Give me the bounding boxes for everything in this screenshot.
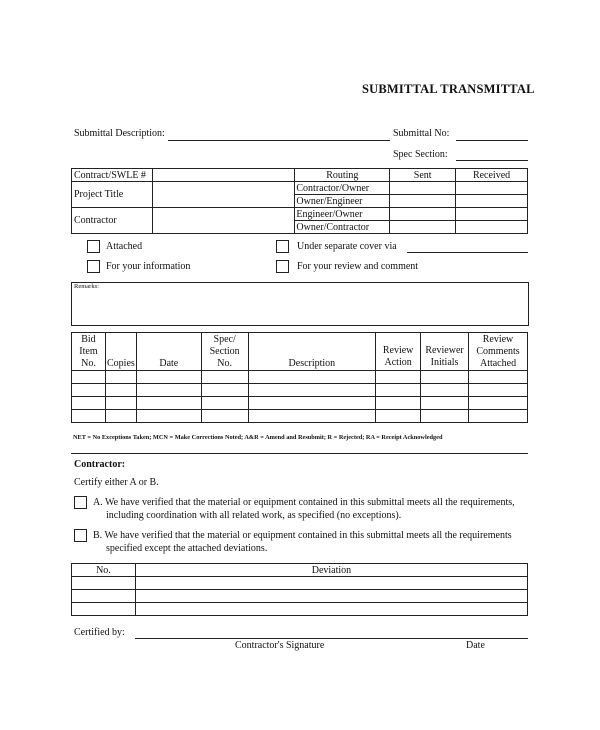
contract-label: Contract/SWLE # — [72, 169, 153, 182]
option-b-checkbox[interactable] — [74, 529, 87, 542]
table-cell[interactable] — [201, 410, 248, 423]
for-information-checkbox[interactable] — [87, 260, 100, 273]
remarks-box[interactable] — [71, 282, 529, 326]
received-cell[interactable] — [456, 221, 528, 234]
table-row — [72, 603, 528, 616]
table-cell[interactable] — [135, 603, 527, 616]
table-cell[interactable] — [136, 397, 201, 410]
project-title-label: Project Title — [72, 182, 153, 208]
table-cell[interactable] — [105, 410, 136, 423]
table-cell[interactable] — [135, 577, 527, 590]
project-title-field[interactable] — [152, 182, 294, 208]
deviation-header: Deviation — [135, 564, 527, 577]
table-cell[interactable] — [136, 384, 201, 397]
table-cell[interactable] — [72, 397, 106, 410]
review-comment-label: For your review and comment — [297, 261, 419, 272]
sent-cell[interactable] — [390, 221, 456, 234]
received-header: Received — [456, 169, 528, 182]
attached-label: Attached — [106, 241, 143, 252]
sent-cell[interactable] — [390, 195, 456, 208]
table-cell[interactable] — [248, 397, 376, 410]
table-cell[interactable] — [72, 410, 106, 423]
separate-cover-field[interactable] — [407, 252, 528, 253]
table-cell[interactable] — [136, 410, 201, 423]
option-b-text-line2: specified except the attached deviations. — [106, 543, 268, 554]
option-a-text-line1: A. We have verified that the material or equipment contained in this submittal meets all the requirements, — [93, 497, 515, 508]
certified-by-label: Certified by: — [74, 627, 125, 638]
routing-table — [71, 168, 528, 234]
table-cell[interactable] — [201, 397, 248, 410]
table-cell[interactable] — [469, 410, 528, 423]
submittal-no-field[interactable] — [456, 140, 528, 141]
routing-row-label: Contractor/Owner — [295, 182, 390, 195]
section-divider — [71, 453, 528, 454]
routing-header: Routing — [295, 169, 390, 182]
routing-row-label: Owner/Engineer — [295, 195, 390, 208]
spec-section-field[interactable] — [456, 160, 528, 161]
deviation-table — [71, 563, 528, 616]
table-cell[interactable] — [376, 384, 421, 397]
table-cell[interactable] — [376, 397, 421, 410]
table-cell[interactable] — [136, 371, 201, 384]
sent-cell[interactable] — [390, 208, 456, 221]
submittal-no-label: Submittal No: — [393, 128, 450, 139]
table-cell[interactable] — [469, 397, 528, 410]
reviewer-initials-header: Reviewer Initials — [421, 333, 469, 371]
table-row — [72, 397, 528, 410]
received-cell[interactable] — [456, 208, 528, 221]
date-caption: Date — [466, 640, 485, 651]
received-cell[interactable] — [456, 195, 528, 208]
remarks-label: Remarks: — [74, 283, 99, 290]
option-a-checkbox[interactable] — [74, 496, 87, 509]
table-cell[interactable] — [135, 590, 527, 603]
copies-header: Copies — [105, 333, 136, 371]
table-row — [72, 577, 528, 590]
table-cell[interactable] — [469, 384, 528, 397]
separate-cover-label: Under separate cover via — [297, 241, 397, 252]
review-comment-checkbox[interactable] — [276, 260, 289, 273]
deviation-no-header: No. — [72, 564, 136, 577]
contractor-heading: Contractor: — [74, 459, 126, 470]
table-row — [72, 590, 528, 603]
table-cell[interactable] — [376, 410, 421, 423]
table-cell[interactable] — [421, 371, 469, 384]
table-cell[interactable] — [105, 384, 136, 397]
table-cell[interactable] — [421, 410, 469, 423]
table-cell[interactable] — [421, 384, 469, 397]
contract-field[interactable] — [152, 169, 294, 182]
sent-cell[interactable] — [390, 182, 456, 195]
attached-checkbox[interactable] — [87, 240, 100, 253]
spec-section-header: Spec/ Section No. — [201, 333, 248, 371]
table-row — [72, 371, 528, 384]
routing-row-label: Owner/Contractor — [295, 221, 390, 234]
table-cell[interactable] — [376, 371, 421, 384]
contractor-field[interactable] — [152, 208, 294, 234]
table-cell[interactable] — [105, 371, 136, 384]
table-cell[interactable] — [248, 371, 376, 384]
for-information-label: For your information — [106, 261, 191, 272]
option-b-text-line1: B. We have verified that the material or equipment contained in this submittal meets all the requirements — [93, 530, 512, 541]
submittal-description-field[interactable] — [168, 140, 390, 141]
date-header: Date — [136, 333, 201, 371]
table-cell[interactable] — [105, 397, 136, 410]
table-row — [72, 384, 528, 397]
table-cell[interactable] — [72, 577, 136, 590]
sent-header: Sent — [390, 169, 456, 182]
table-row — [72, 410, 528, 423]
submittal-description-label: Submittal Description: — [74, 128, 165, 139]
table-cell[interactable] — [248, 410, 376, 423]
option-a-text-line2: including coordination with all related work, as specified (no exceptions). — [106, 510, 402, 521]
received-cell[interactable] — [456, 182, 528, 195]
contractor-label: Contractor — [72, 208, 153, 234]
table-cell[interactable] — [72, 371, 106, 384]
certify-instruction: Certify either A or B. — [74, 477, 159, 488]
review-action-header: Review Action — [376, 333, 421, 371]
table-cell[interactable] — [201, 384, 248, 397]
table-cell[interactable] — [421, 397, 469, 410]
table-cell[interactable] — [72, 603, 136, 616]
document-title: SUBMITTAL TRANSMITTAL — [362, 82, 535, 96]
table-cell[interactable] — [248, 384, 376, 397]
spec-section-label: Spec Section: — [393, 149, 448, 160]
separate-cover-checkbox[interactable] — [276, 240, 289, 253]
table-cell[interactable] — [72, 590, 136, 603]
bid-item-header: Bid Item No. — [72, 333, 106, 371]
table-cell[interactable] — [469, 371, 528, 384]
table-cell[interactable] — [201, 371, 248, 384]
description-header: Description — [248, 333, 376, 371]
items-table — [71, 332, 528, 423]
review-action-legend: NET = No Exceptions Taken; MCN = Make Corrections Noted; A&R = Amend and Resubmit; R = Rejected; RA = Receipt Acknowledged — [73, 434, 443, 441]
signature-caption: Contractor's Signature — [235, 640, 325, 651]
review-comments-header: Review Comments Attached — [469, 333, 528, 371]
routing-row-label: Engineer/Owner — [295, 208, 390, 221]
signature-line[interactable] — [135, 638, 528, 639]
table-cell[interactable] — [72, 384, 106, 397]
